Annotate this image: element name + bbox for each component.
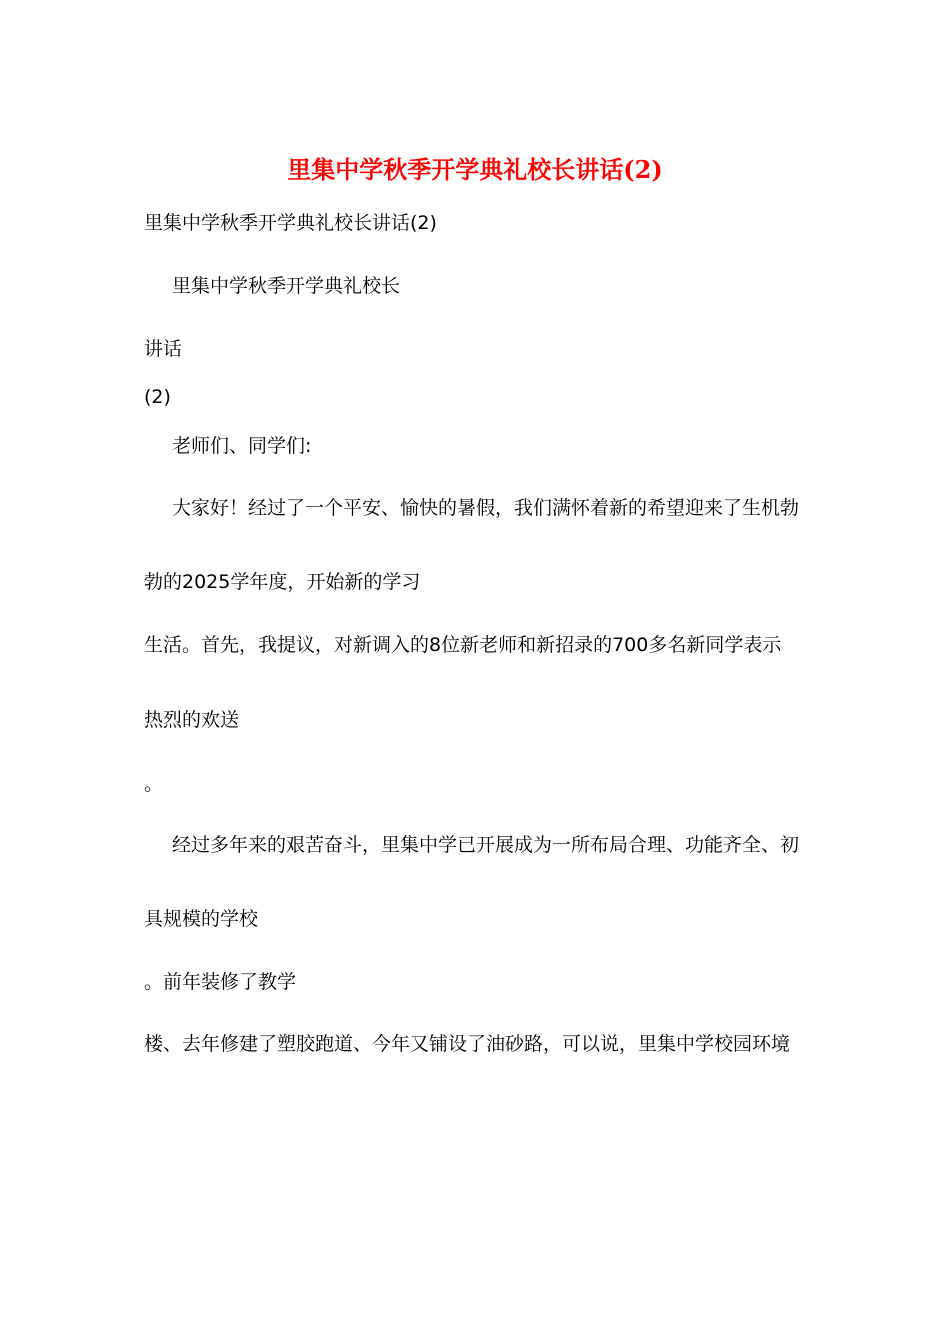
paragraph-line: 生活。首先，我提议，对新调入的8位新老师和新招录的700多名新同学表示 <box>144 634 782 656</box>
document-title: 里集中学秋季开学典礼校长讲话(2) <box>287 155 663 184</box>
paragraph-line: 大家好！经过了一个平安、愉快的暑假，我们满怀着新的希望迎来了生机勃 <box>172 497 800 519</box>
paragraph-line: 。 <box>144 773 164 795</box>
paragraph-line: 。前年装修了教学 <box>144 971 297 993</box>
heading-line-continued: 讲话 <box>144 338 183 360</box>
paragraph-line: 热烈的欢送 <box>144 709 240 731</box>
paragraph-line: 勃的2025学年度，开始新的学习 <box>144 571 421 593</box>
heading-line: 里集中学秋季开学典礼校长 <box>172 275 401 297</box>
heading-line-number: (2) <box>144 386 171 408</box>
subtitle-line: 里集中学秋季开学典礼校长讲话(2) <box>144 212 437 234</box>
paragraph-line: 经过多年来的艰苦奋斗，里集中学已开展成为一所布局合理、功能齐全、初 <box>172 834 800 856</box>
paragraph-line: 楼、去年修建了塑胶跑道、今年又铺设了油砂路，可以说，里集中学校园环境 <box>144 1033 791 1055</box>
paragraph-line: 具规模的学校 <box>144 908 259 930</box>
salutation-line: 老师们、同学们: <box>172 435 312 457</box>
